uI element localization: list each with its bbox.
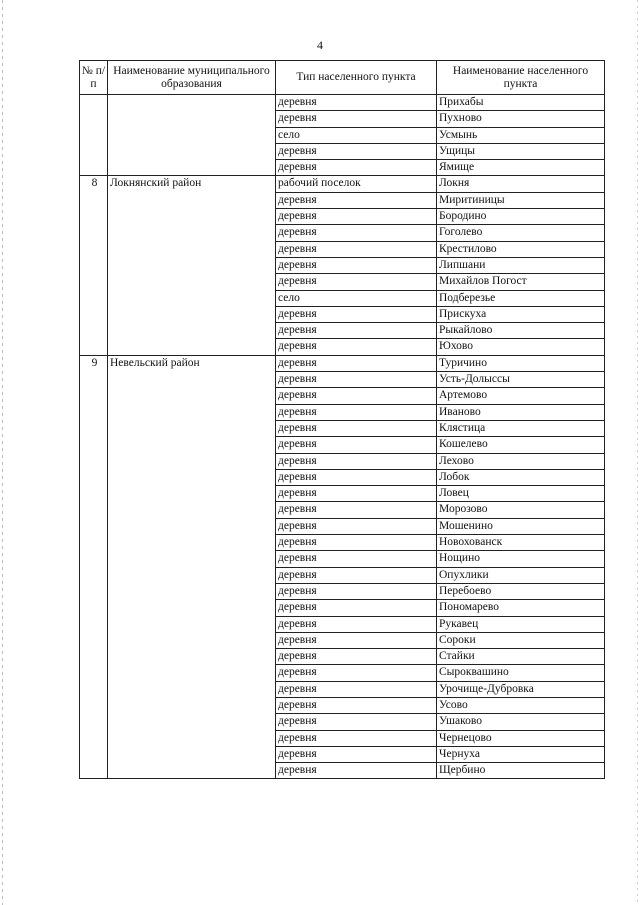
settlement-type-cell: деревня <box>276 632 437 648</box>
row-number-cell: 8 <box>80 176 108 355</box>
settlement-type-cell: деревня <box>276 551 437 567</box>
settlement-type-cell: деревня <box>276 209 437 225</box>
municipality-cell: Локнянский район <box>108 176 276 355</box>
settlement-name-cell: Прихабы <box>437 95 605 111</box>
table-row <box>80 176 605 192</box>
settlement-type-cell: деревня <box>276 306 437 322</box>
settlement-name-cell: Опухлики <box>437 567 605 583</box>
settlements-table <box>79 60 605 779</box>
table-body <box>80 95 605 779</box>
settlement-type-cell: рабочий поселок <box>276 176 437 192</box>
settlement-name-cell: Усово <box>437 697 605 713</box>
settlement-name-cell: Михайлов Погост <box>437 274 605 290</box>
settlement-name-cell: Клястица <box>437 420 605 436</box>
page-number: 4 <box>317 38 323 52</box>
settlement-type-cell: деревня <box>276 453 437 469</box>
settlement-name-cell: Туричино <box>437 355 605 371</box>
scan-edge-left <box>2 0 3 905</box>
settlement-type-cell: деревня <box>276 469 437 485</box>
settlement-type-cell: деревня <box>276 486 437 502</box>
row-number-cell <box>80 95 108 176</box>
settlement-type-cell: деревня <box>276 616 437 632</box>
settlement-name-cell: Мошенино <box>437 518 605 534</box>
settlement-name-cell: Морозово <box>437 502 605 518</box>
header-row <box>80 61 605 95</box>
settlement-type-cell: село <box>276 290 437 306</box>
settlement-type-cell: деревня <box>276 160 437 176</box>
settlement-name-cell: Крестилово <box>437 241 605 257</box>
settlement-name-cell: Лехово <box>437 453 605 469</box>
settlement-name-cell: Ушаково <box>437 714 605 730</box>
settlement-type-cell: деревня <box>276 502 437 518</box>
header-settlement-name: Наименование населенного пункта <box>437 61 605 95</box>
settlement-name-cell: Пономарево <box>437 600 605 616</box>
settlement-type-cell: деревня <box>276 730 437 746</box>
settlement-name-cell: Липшани <box>437 257 605 273</box>
settlement-type-cell: деревня <box>276 567 437 583</box>
settlement-name-cell: Новохованск <box>437 535 605 551</box>
settlement-type-cell: деревня <box>276 518 437 534</box>
settlement-name-cell: Пухново <box>437 111 605 127</box>
settlement-name-cell: Перебоево <box>437 583 605 599</box>
settlement-name-cell: Усмынь <box>437 127 605 143</box>
settlement-name-cell: Ловец <box>437 486 605 502</box>
settlement-name-cell: Нощино <box>437 551 605 567</box>
settlement-type-cell: деревня <box>276 388 437 404</box>
settlement-name-cell: Юхово <box>437 339 605 355</box>
settlement-type-cell: деревня <box>276 535 437 551</box>
table-header <box>80 61 605 95</box>
settlement-type-cell: деревня <box>276 420 437 436</box>
settlement-name-cell: Чернуха <box>437 746 605 762</box>
settlement-type-cell: деревня <box>276 763 437 779</box>
settlement-type-cell: деревня <box>276 225 437 241</box>
settlement-type-cell: деревня <box>276 697 437 713</box>
settlement-name-cell: Прискуха <box>437 306 605 322</box>
settlement-type-cell: деревня <box>276 143 437 159</box>
settlement-name-cell: Чернецово <box>437 730 605 746</box>
settlement-type-cell: деревня <box>276 372 437 388</box>
settlement-name-cell: Подберезье <box>437 290 605 306</box>
settlement-type-cell: деревня <box>276 746 437 762</box>
settlement-name-cell: Миритиницы <box>437 192 605 208</box>
municipality-cell: Невельский район <box>108 355 276 779</box>
settlement-type-cell: деревня <box>276 111 437 127</box>
settlement-type-cell: село <box>276 127 437 143</box>
settlement-type-cell: деревня <box>276 404 437 420</box>
table-row <box>80 355 605 371</box>
header-municipality: Наименование муниципального образования <box>108 61 276 95</box>
settlement-name-cell: Иваново <box>437 404 605 420</box>
municipality-cell <box>108 95 276 176</box>
settlement-type-cell: деревня <box>276 355 437 371</box>
scan-edge-right <box>637 0 638 905</box>
settlement-name-cell: Ущицы <box>437 143 605 159</box>
settlement-name-cell: Лобок <box>437 469 605 485</box>
row-number-cell: 9 <box>80 355 108 779</box>
settlement-type-cell: деревня <box>276 583 437 599</box>
settlement-name-cell: Стайки <box>437 649 605 665</box>
settlement-name-cell: Ямище <box>437 160 605 176</box>
settlement-type-cell: деревня <box>276 192 437 208</box>
settlement-type-cell: деревня <box>276 339 437 355</box>
settlement-type-cell: деревня <box>276 437 437 453</box>
settlement-name-cell: Сороки <box>437 632 605 648</box>
settlement-type-cell: деревня <box>276 600 437 616</box>
settlement-type-cell: деревня <box>276 95 437 111</box>
settlement-type-cell: деревня <box>276 714 437 730</box>
settlement-type-cell: деревня <box>276 681 437 697</box>
settlement-name-cell: Урочище-Дубровка <box>437 681 605 697</box>
header-num: № п/п <box>80 61 108 95</box>
settlement-type-cell: деревня <box>276 241 437 257</box>
settlement-name-cell: Артемово <box>437 388 605 404</box>
settlement-name-cell: Гоголево <box>437 225 605 241</box>
settlement-name-cell: Кошелево <box>437 437 605 453</box>
settlement-name-cell: Локня <box>437 176 605 192</box>
header-settlement-type: Тип населенного пункта <box>276 61 437 95</box>
settlement-type-cell: деревня <box>276 323 437 339</box>
settlement-name-cell: Щербино <box>437 763 605 779</box>
settlement-type-cell: деревня <box>276 274 437 290</box>
settlement-name-cell: Рукавец <box>437 616 605 632</box>
settlement-name-cell: Бородино <box>437 209 605 225</box>
settlement-name-cell: Рыкайлово <box>437 323 605 339</box>
settlement-name-cell: Усть-Долыссы <box>437 372 605 388</box>
settlement-type-cell: деревня <box>276 257 437 273</box>
settlement-name-cell: Сыроквашино <box>437 665 605 681</box>
settlement-type-cell: деревня <box>276 649 437 665</box>
settlement-type-cell: деревня <box>276 665 437 681</box>
table-row <box>80 95 605 111</box>
